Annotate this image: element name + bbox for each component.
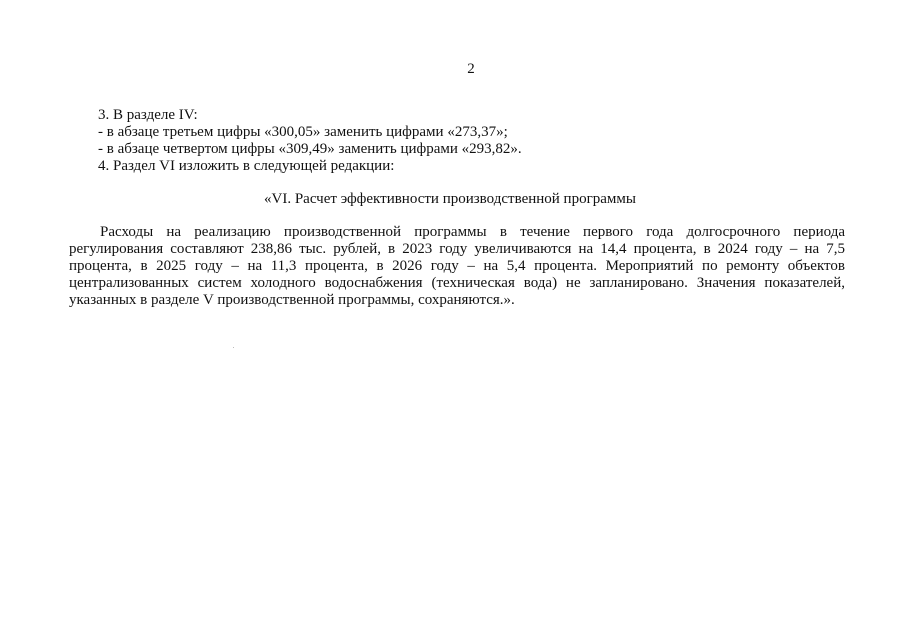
amendment-item-paragraph-four: - в абзаце четвертом цифры «309,49» заменить цифрами «293,82». — [98, 141, 522, 157]
amendment-list — [98, 107, 798, 175]
amendment-item-section-iv: 3. В разделе IV: — [98, 107, 198, 123]
scan-speck — [233, 347, 234, 348]
section-heading: «VI. Расчет эффективности производственной программы — [264, 191, 636, 207]
amendment-item-paragraph-three: - в абзаце третьем цифры «300,05» заменить цифрами «273,37»; — [98, 124, 508, 140]
body-paragraph: Расходы на реализацию производственной программы в течение первого года долгосрочного периода регулирования составляют 238,86 тыс. рублей, в 2023 году увеличиваются на 14,4 процента, в 2024 году – на 7,5 процента, в 2025 году – на 11,3 процента, в 2026 году – на 5,4 процента. Мероприятий по ремонту объектов централизованных систем холодного водоснабжения (техническая вода) не запланировано. Значения показателей, указанных в разделе V производственной программы, сохраняются.». — [69, 224, 845, 308]
page-number: 2 — [467, 61, 475, 77]
amendment-item-section-vi: 4. Раздел VI изложить в следующей редакции: — [98, 158, 395, 174]
